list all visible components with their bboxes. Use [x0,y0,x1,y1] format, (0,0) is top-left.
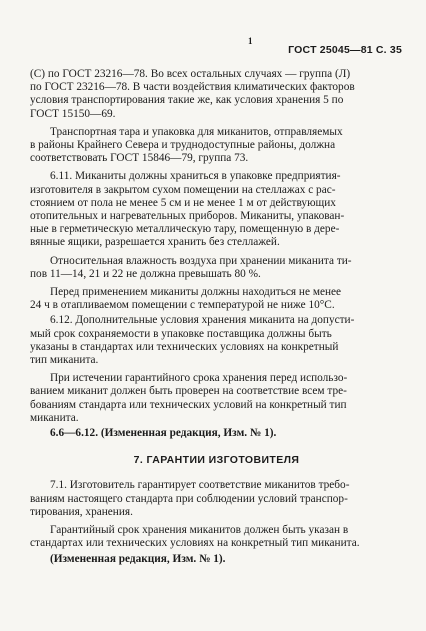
amendment-note-6 [30,427,403,440]
paragraph-warranty-expiry [30,372,403,425]
paragraph-warranty-period [30,524,403,550]
text-line: стоянием от пола не менее 5 см и не менее 1 м от действующих [30,196,336,209]
paragraph-before-use [30,286,403,312]
document-body [30,68,403,568]
text-line: стандартах или технических условиях на конкретный тип миканита. [30,537,360,550]
text-line: тип миканита. [30,354,99,367]
paragraph-packaging-north [30,126,403,166]
text-line: 24 ч в отапливаемом помещении с температурой не ниже 10°С. [30,299,335,312]
text-line: пов 11—14, 21 и 22 не должна превышать 80 %. [30,267,261,280]
text-line: 6.11. Миканиты должны храниться в упаковке предприятия- [50,170,341,183]
text-line: мый срок сохраняемости в упаковке поставщика должны быть [30,327,332,340]
text-line: 6.6—6.12. (Измененная редакция, Изм. № 1). [50,427,277,440]
text-line: Гарантийный срок хранения миканитов должен быть указан в [50,524,349,537]
text-line: Транспортная тара и упаковка для миканитов, отправляемых [50,125,343,138]
text-line: по ГОСТ 23216—78. В части воздействия климатических факторов [30,81,355,94]
text-line: указаны в стандартах или технических условиях на конкретный [30,340,339,353]
text-line: в районы Крайнего Севера и труднодоступные районы, должна [30,139,336,152]
paragraph-7-1 [30,479,403,519]
text-line: изготовителя в закрытом сухом помещении на стеллажах с рас- [30,183,336,196]
text-line: тирования, хранения. [30,505,133,518]
paragraph-6-11 [30,170,403,249]
text-line: миканита. [30,411,79,424]
text-line: Относительная влажность воздуха при хранении миканита ти- [50,254,352,267]
page-mark: 1 [248,36,253,46]
text-line: ваниям настоящего стандарта при соблюдении условий транспор- [30,492,348,505]
text-line: вянные ящики, разрешается хранить без стеллажей. [30,236,280,249]
text-line: (Измененная редакция, Изм. № 1). [50,552,226,565]
text-line: (С) по ГОСТ 23216—78. Во всех остальных случаях — группа (Л) [30,68,351,80]
paragraph-6-12 [30,314,403,367]
text-line: 7.1. Изготовитель гарантирует соответствие миканитов требо- [50,479,350,492]
text-line: соответствовать ГОСТ 15846—79, группа 73. [30,152,249,165]
text-line: ные в герметическую металлическую тару, помещенную в дере- [30,223,340,236]
text-line: 6.12. Дополнительные условия хранения миканита на допусти- [50,314,355,327]
text-line: условия транспортирования такие же, как условия хранения 5 по [30,94,344,107]
paragraph-transport-conditions [30,68,403,121]
text-line: Перед применением миканиты должны находиться не менее [50,286,342,299]
text-line: бованиям стандарта или технических условий на конкретный тип [30,398,347,411]
section-heading: 7. ГАРАНТИИ ИЗГОТОВИТЕЛЯ [133,454,300,467]
text-line: отопительных и нагревательных приборов. Миканиты, упакован- [30,210,345,223]
paragraph-humidity [30,255,403,281]
page-header: ГОСТ 25045—81 С. 35 [288,44,402,56]
text-line: При истечении гарантийного срока хранения перед использо- [50,372,348,385]
amendment-note-7 [30,553,403,566]
text-line: ванием миканит должен быть проверен на соответствие всем тре- [30,385,347,398]
text-line: ГОСТ 15150—69. [30,107,116,120]
